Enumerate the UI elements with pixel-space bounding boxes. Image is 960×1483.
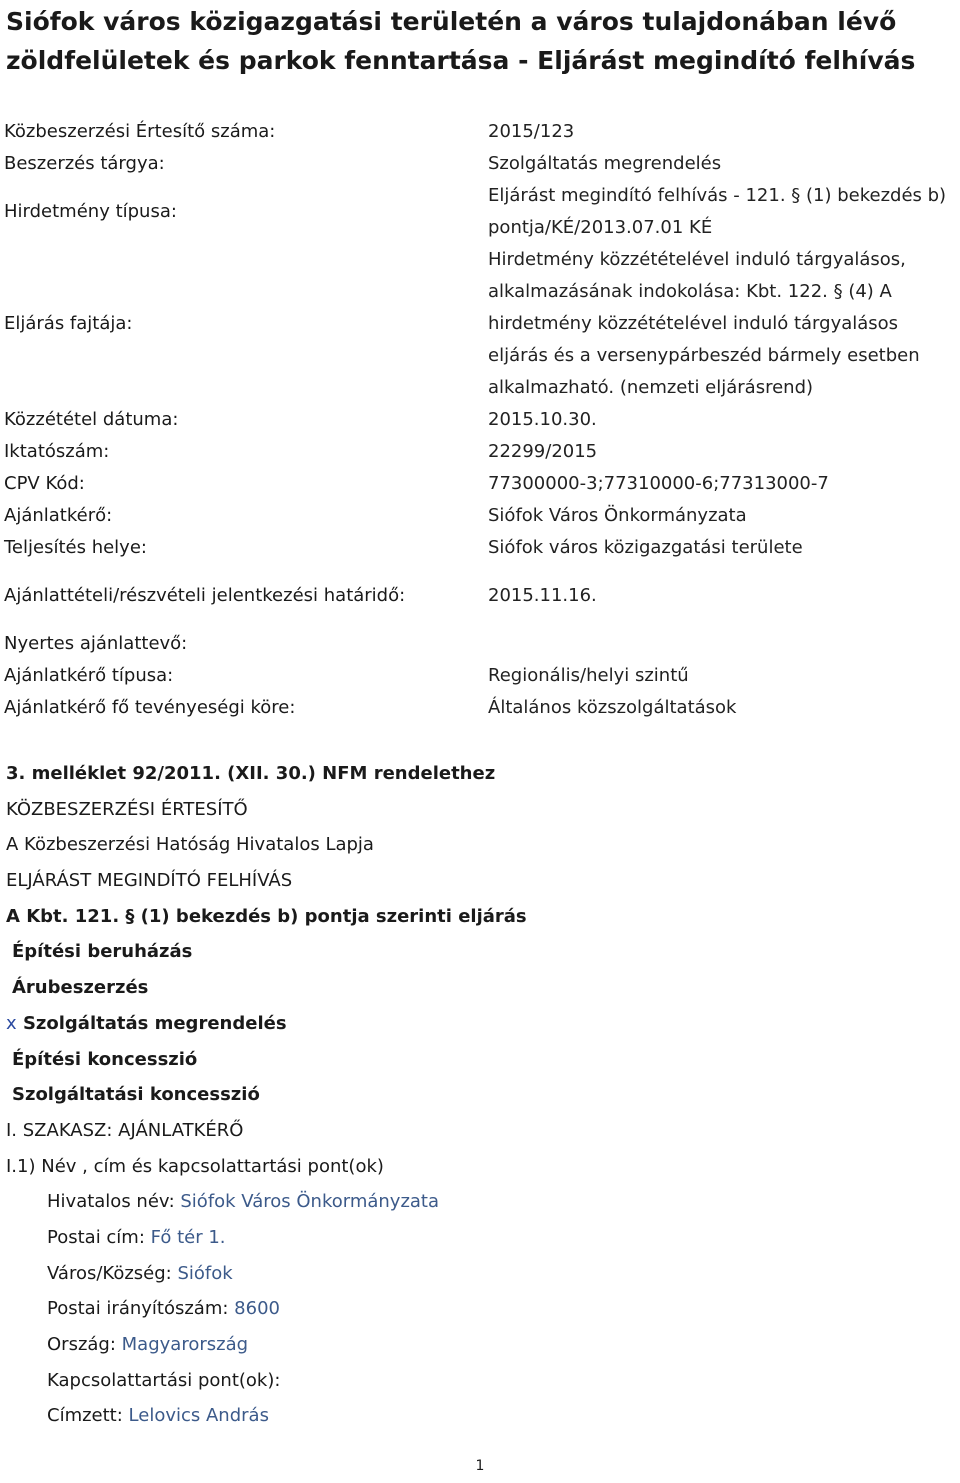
meta-label: Ajánlatkérő típusa: bbox=[4, 665, 174, 686]
meta-row-teljesites bbox=[4, 532, 960, 564]
field-value: Siófok Város Önkormányzata bbox=[180, 1191, 440, 1213]
address-addressee bbox=[6, 1398, 956, 1434]
field-label: Hivatalos név: bbox=[47, 1191, 175, 1213]
field-label: Kapcsolattartási pont(ok): bbox=[47, 1369, 281, 1391]
meta-value: Általános közszolgáltatások bbox=[488, 697, 737, 718]
address-official-name bbox=[6, 1184, 956, 1220]
meta-row-datum bbox=[4, 404, 960, 436]
field-label: Postai cím: bbox=[47, 1226, 145, 1248]
meta-value: 2015/123 bbox=[488, 121, 575, 142]
metadata-table bbox=[4, 116, 960, 724]
meta-value: Regionális/helyi szintű bbox=[488, 665, 689, 686]
meta-row-targy bbox=[4, 148, 960, 180]
option-epitesi: Építési beruházás bbox=[12, 941, 193, 963]
notice-type-heading: ELJÁRÁST MEGINDÍTÓ FELHÍVÁS bbox=[6, 870, 293, 892]
field-label: Város/Község: bbox=[47, 1262, 172, 1284]
field-value: Magyarország bbox=[121, 1334, 249, 1355]
meta-row-ertesito bbox=[4, 116, 960, 148]
meta-label: Közbeszerzési Értesítő száma: bbox=[4, 121, 276, 142]
meta-label: Iktatószám: bbox=[4, 441, 110, 462]
meta-row-ajanlatkero bbox=[4, 500, 960, 532]
page-title: Siófok város közigazgatási területén a város tulajdonában lévő zöldfelületek és parkok fenntartása - Eljárást megindító felhívás bbox=[6, 7, 916, 75]
field-value: Siófok bbox=[177, 1262, 233, 1284]
meta-label: Beszerzés tárgya: bbox=[4, 153, 165, 174]
option-epitesi-koncesszio: Építési koncesszió bbox=[12, 1048, 198, 1070]
notice-body bbox=[6, 756, 956, 1434]
option-szolgaltatasi-koncesszio: Szolgáltatási koncesszió bbox=[12, 1084, 260, 1106]
annex-reference: 3. melléklet 92/2011. (XII. 30.) NFM rendelethez bbox=[6, 763, 496, 784]
meta-value: Hirdetmény közzétételével induló tárgyalásos, alkalmazásának indokolása: Kbt. 122. § (4) A hirdetmény közzétételével induló tárgyalásos eljárás és a versenypárbeszéd bármely esetben alkalmazható. (nemzeti eljárásrend) bbox=[488, 249, 920, 398]
meta-row-hatarido bbox=[4, 564, 960, 628]
meta-value: Eljárást megindító felhívás - 121. § (1) bekezdés b) pontja/KÉ/2013.07.01 KÉ bbox=[488, 185, 947, 238]
meta-value: Siófok város közigazgatási területe bbox=[488, 537, 803, 558]
meta-value: 22299/2015 bbox=[488, 441, 598, 462]
field-label: Postai irányítószám: bbox=[47, 1298, 229, 1320]
meta-label: Ajánlatkérő: bbox=[4, 505, 113, 526]
meta-row-tipus bbox=[4, 180, 960, 244]
meta-label: Ajánlattételi/részvételi jelentkezési határidő: bbox=[4, 585, 406, 606]
address-city bbox=[6, 1256, 956, 1292]
meta-value: 2015.11.16. bbox=[488, 585, 597, 606]
legal-basis: A Kbt. 121. § (1) bekezdés b) pontja szerinti eljárás bbox=[6, 905, 527, 927]
meta-label: Nyertes ajánlattevő: bbox=[4, 633, 188, 654]
meta-value: Siófok Város Önkormányzata bbox=[488, 505, 747, 526]
meta-row-kore bbox=[4, 692, 960, 724]
meta-row-cpv bbox=[4, 468, 960, 500]
meta-row-fajta bbox=[4, 244, 960, 404]
meta-label: Közzététel dátuma: bbox=[4, 409, 179, 430]
meta-label: Ajánlatkérő fő tevényeségi köre: bbox=[4, 697, 296, 718]
meta-row-tipus2 bbox=[4, 660, 960, 692]
page-number: 1 bbox=[475, 1458, 485, 1474]
option-aru: Árubeszerzés bbox=[12, 977, 149, 999]
meta-value: 77300000-3;77310000-6;77313000-7 bbox=[488, 473, 829, 494]
gazette-subtitle: A Közbeszerzési Hatóság Hivatalos Lapja bbox=[6, 834, 374, 856]
meta-value: Szolgáltatás megrendelés bbox=[488, 153, 722, 174]
meta-row-iktato bbox=[4, 436, 960, 468]
field-label: Címzett: bbox=[47, 1405, 123, 1427]
field-value: Lelovics András bbox=[128, 1405, 269, 1427]
field-value: Fő tér 1. bbox=[150, 1226, 226, 1248]
meta-label: CPV Kód: bbox=[4, 473, 85, 494]
address-zip bbox=[6, 1291, 956, 1327]
option-szolgaltatas bbox=[6, 1006, 956, 1042]
meta-value: 2015.10.30. bbox=[488, 409, 597, 430]
section-heading: I. SZAKASZ: AJÁNLATKÉRŐ bbox=[6, 1119, 244, 1141]
field-label: Ország: bbox=[47, 1334, 116, 1355]
address-postal bbox=[6, 1220, 956, 1256]
meta-row-nyertes bbox=[4, 628, 960, 660]
field-value: 8600 bbox=[234, 1298, 280, 1320]
meta-label: Eljárás fajtája: bbox=[4, 313, 133, 334]
address-contact-points bbox=[6, 1363, 956, 1399]
subsection-heading: I.1) Név , cím és kapcsolattartási pont(ok) bbox=[6, 1155, 384, 1177]
meta-label: Teljesítés helye: bbox=[4, 537, 147, 558]
meta-label: Hirdetmény típusa: bbox=[4, 201, 177, 222]
gazette-name: KÖZBESZERZÉSI ÉRTESÍTŐ bbox=[6, 798, 248, 820]
selected-mark: x bbox=[6, 1012, 17, 1034]
address-country bbox=[6, 1327, 956, 1363]
option-label: Szolgáltatás megrendelés bbox=[22, 1012, 287, 1034]
